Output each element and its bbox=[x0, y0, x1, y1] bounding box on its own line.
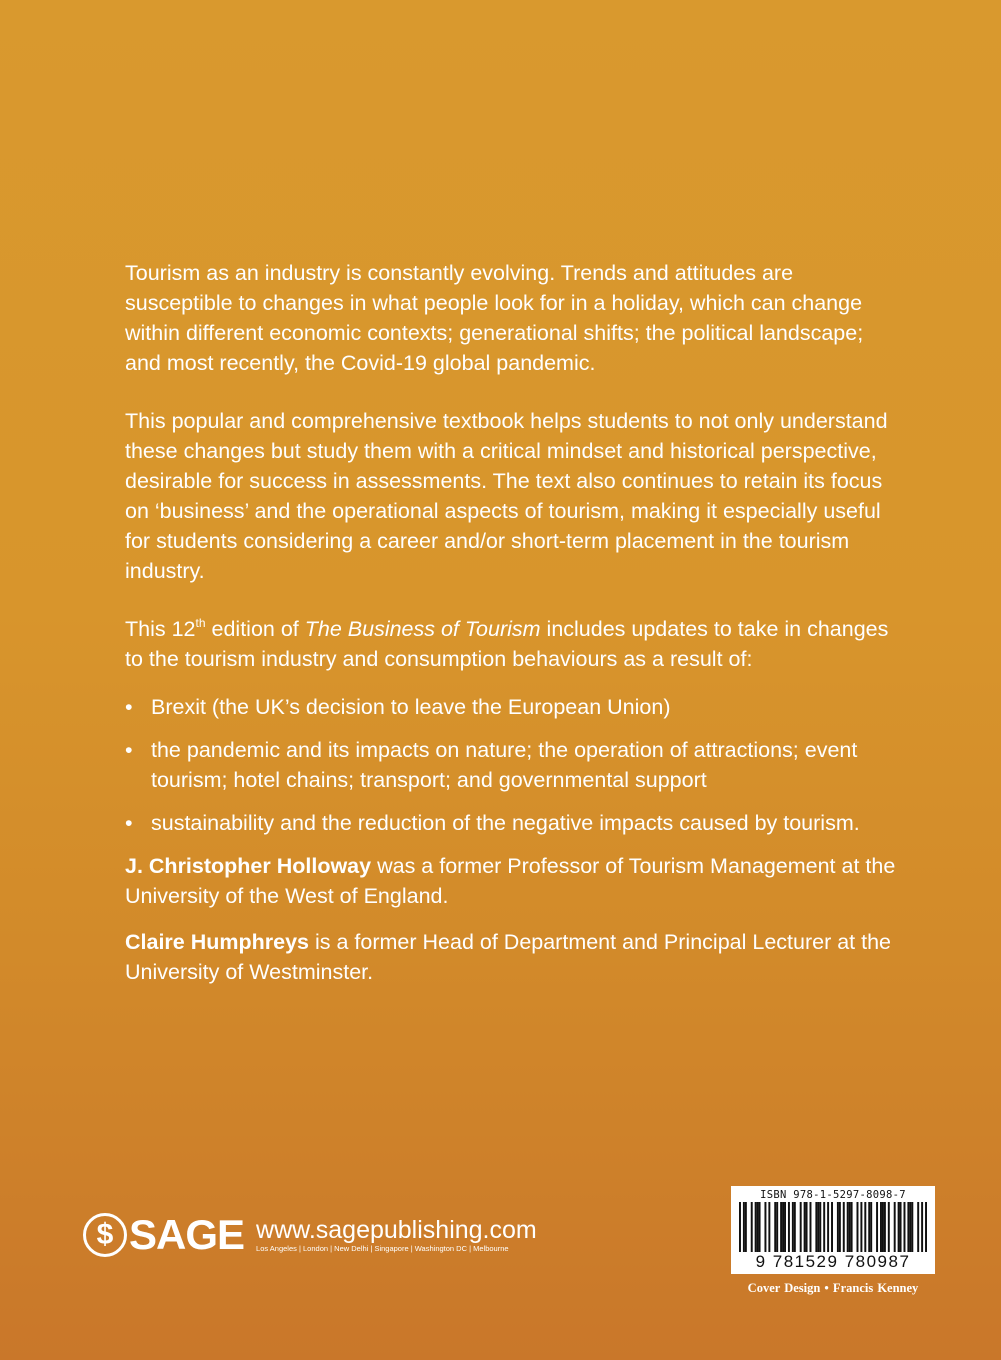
barcode-bar bbox=[817, 1202, 819, 1252]
barcode-bar bbox=[774, 1202, 776, 1252]
barcode-bar bbox=[917, 1202, 919, 1252]
barcode-bar bbox=[849, 1202, 851, 1252]
barcode-bar bbox=[810, 1202, 812, 1252]
updates-list bbox=[125, 692, 900, 838]
barcode-bar bbox=[745, 1202, 747, 1252]
barcode-bar bbox=[759, 1202, 761, 1252]
barcode-bar bbox=[911, 1202, 913, 1252]
barcode-bar bbox=[843, 1202, 845, 1252]
barcode-bar bbox=[743, 1202, 745, 1252]
edition-superscript: th bbox=[195, 616, 206, 630]
author-bio-text: is a former Head of Department and Principal Lecturer at the University of Westminster. bbox=[125, 930, 891, 984]
edition-of-text: edition of bbox=[205, 617, 305, 641]
isbn-barcode bbox=[731, 1186, 935, 1274]
list-item bbox=[125, 735, 900, 795]
edition-text: This 12 bbox=[125, 617, 196, 641]
barcode-bar bbox=[860, 1202, 862, 1252]
publisher-info bbox=[256, 1217, 537, 1254]
barcode-bar bbox=[755, 1202, 757, 1252]
author-bio-text: was a former Professor of Tourism Management at the University of the West of England. bbox=[125, 854, 896, 908]
author-name: Claire Humphreys bbox=[125, 930, 310, 954]
publisher-cities: Los Angeles | London | New Delhi | Singapore | Washington DC | Melbourne bbox=[256, 1243, 509, 1253]
barcode-bar bbox=[876, 1202, 878, 1252]
blurb-paragraph-2: This popular and comprehensive textbook helps students to not only understand these changes but study them with a critical mindset and historical perspective, desirable for success in assessments. The text also continues to retain its focus on ‘business’ and the operational aspects of tourism, making it especially useful for students considering a career and/or short-term placement in the tourism industry. bbox=[125, 409, 888, 583]
list-item-text: the pandemic and its impacts on nature; the operation of attractions; event tourism; hotel chains; transport; and governmental support bbox=[151, 738, 858, 792]
barcode-bar bbox=[739, 1202, 741, 1252]
barcode-bar bbox=[839, 1202, 841, 1252]
barcode-bar bbox=[870, 1202, 872, 1252]
barcode-bar bbox=[864, 1202, 866, 1252]
cover-design-credit: Cover Design • Francis Kenney bbox=[747, 1281, 919, 1295]
barcode-bar bbox=[784, 1202, 786, 1252]
barcode-bar bbox=[768, 1202, 770, 1252]
barcode-bar bbox=[921, 1202, 923, 1252]
barcode-bar bbox=[847, 1202, 849, 1252]
barcode-bar bbox=[800, 1202, 802, 1252]
barcode-bar bbox=[815, 1202, 817, 1252]
sage-mark-icon: $ bbox=[83, 1213, 127, 1257]
blurb-paragraph-3 bbox=[125, 614, 900, 674]
book-title: The Business of Tourism bbox=[304, 617, 541, 641]
barcode-bar bbox=[904, 1202, 906, 1252]
publisher-logo bbox=[83, 1210, 537, 1260]
barcode-bar bbox=[792, 1202, 794, 1252]
author-bio-1 bbox=[125, 851, 900, 911]
back-cover-blurb bbox=[125, 258, 900, 1003]
barcode-bar bbox=[776, 1202, 778, 1252]
barcode-bar bbox=[884, 1202, 886, 1252]
publisher-url: www.sagepublishing.com bbox=[256, 1215, 537, 1244]
barcode-bar bbox=[788, 1202, 790, 1252]
barcode-bar bbox=[888, 1202, 890, 1252]
barcode-bar bbox=[780, 1202, 782, 1252]
author-name: J. Christopher Holloway bbox=[125, 854, 372, 878]
barcode-bar bbox=[857, 1202, 859, 1252]
barcode-bar bbox=[751, 1202, 753, 1252]
barcode-bar bbox=[831, 1202, 833, 1252]
bullet-icon: • bbox=[125, 811, 133, 835]
barcode-bar bbox=[823, 1202, 825, 1252]
barcode-bars bbox=[739, 1202, 927, 1252]
barcode-bar bbox=[764, 1202, 766, 1252]
barcode-bar bbox=[804, 1202, 806, 1252]
barcode-bar bbox=[757, 1202, 759, 1252]
bullet-icon: • bbox=[125, 738, 133, 762]
barcode-bar bbox=[925, 1202, 927, 1252]
author-bio-2 bbox=[125, 927, 900, 987]
barcode-bar bbox=[900, 1202, 902, 1252]
list-item bbox=[125, 808, 900, 838]
barcode-bar bbox=[794, 1202, 796, 1252]
list-item bbox=[125, 692, 900, 722]
blurb-paragraph-1: Tourism as an industry is constantly evolving. Trends and attitudes are susceptible to changes in what people look for in a holiday, which can change within different economic contexts; generational shifts; the political landscape; and most recently, the Covid-19 global pandemic. bbox=[125, 261, 864, 375]
barcode-bar bbox=[898, 1202, 900, 1252]
barcode-bar bbox=[894, 1202, 896, 1252]
list-item-text: Brexit (the UK’s decision to leave the European Union) bbox=[151, 695, 671, 719]
isbn-digits: 9 781529 780987 bbox=[755, 1252, 911, 1271]
barcode-bar bbox=[907, 1202, 909, 1252]
bullet-icon: • bbox=[125, 695, 133, 719]
publisher-name: SAGE bbox=[129, 1211, 245, 1258]
updates-text: includes updates to take in changes to the tourism industry and consumption behaviours as a result of: bbox=[125, 617, 889, 671]
barcode-bar bbox=[882, 1202, 884, 1252]
barcode-bar bbox=[837, 1202, 839, 1252]
isbn-label: ISBN 978-1-5297-8098-7 bbox=[760, 1189, 906, 1201]
barcode-bar bbox=[827, 1202, 829, 1252]
barcode-bar bbox=[880, 1202, 882, 1252]
list-item-text: sustainability and the reduction of the negative impacts caused by tourism. bbox=[151, 811, 860, 835]
barcode-bar bbox=[909, 1202, 911, 1252]
barcode-bar bbox=[851, 1202, 853, 1252]
barcode-bar bbox=[819, 1202, 821, 1252]
barcode-bar bbox=[868, 1202, 870, 1252]
barcode-bar bbox=[806, 1202, 808, 1252]
barcode-bar bbox=[782, 1202, 784, 1252]
